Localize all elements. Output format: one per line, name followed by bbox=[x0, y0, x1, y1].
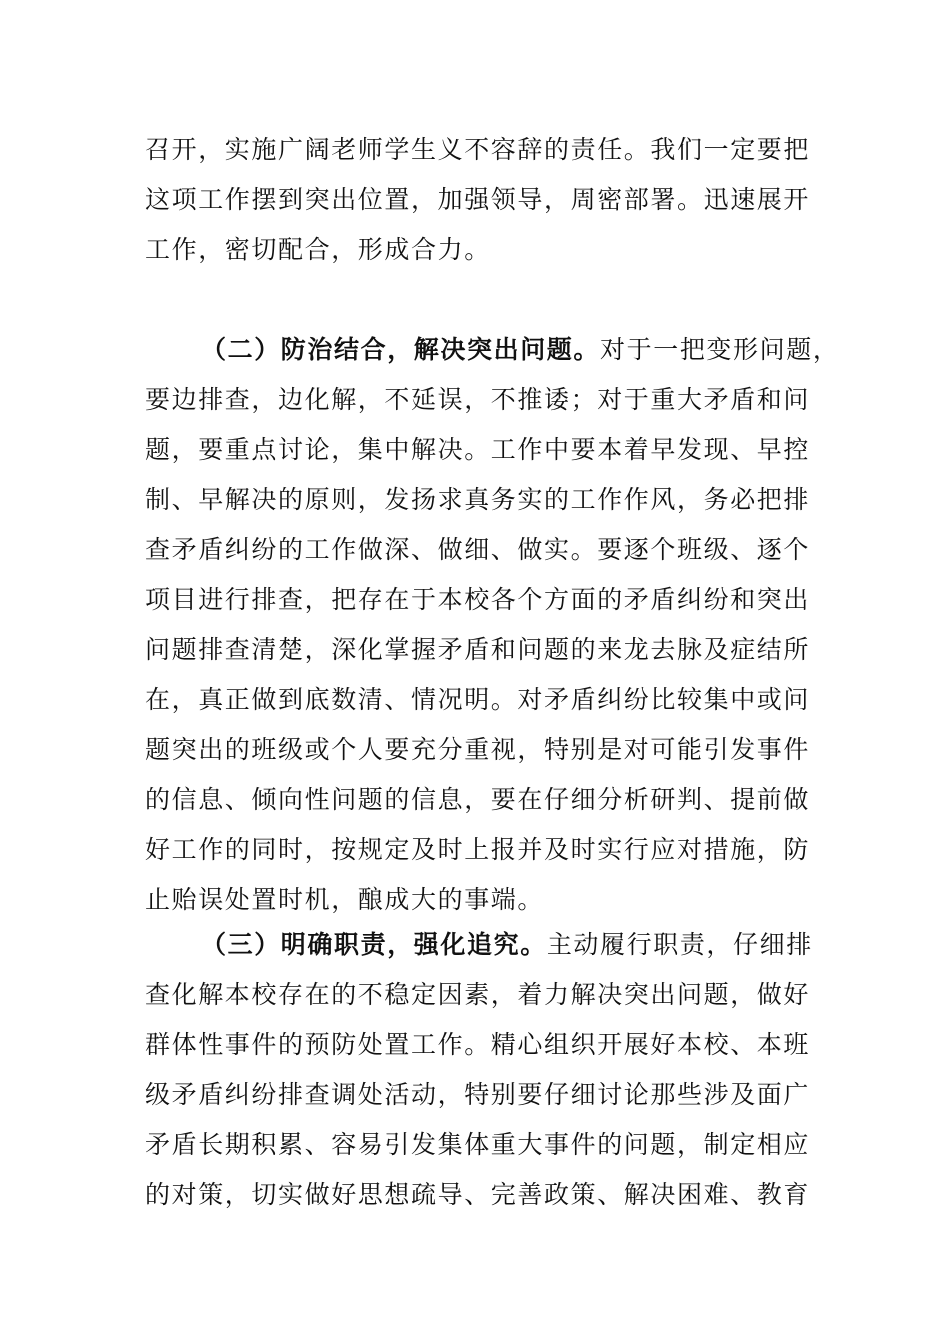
text-line: 工作，密切配合，形成合力。 bbox=[145, 235, 491, 264]
text-line: 在，真正做到底数清、情况明。对矛盾纠纷比较集中或问 bbox=[145, 685, 811, 714]
text-line: 止贻误处置时机，酿成大的事端。 bbox=[145, 885, 545, 914]
text-line-first bbox=[145, 325, 840, 375]
text-line: 要边排查，边化解，不延误，不推诿；对于重大矛盾和问 bbox=[145, 385, 811, 414]
paragraph-section-2 bbox=[145, 325, 840, 925]
text-line: 制、早解决的原则，发扬求真务实的工作作风，务必把排 bbox=[145, 485, 811, 514]
section-heading-2: （二）防治结合，解决突出问题。 bbox=[201, 335, 601, 364]
text-line: 召开，实施广阔老师学生义不容辞的责任。我们一定要把 bbox=[145, 135, 811, 164]
text-line: 的信息、倾向性问题的信息，要在仔细分析研判、提前做 bbox=[145, 785, 811, 814]
text-line: 问题排查清楚，深化掌握矛盾和问题的来龙去脉及症结所 bbox=[145, 635, 811, 664]
text-line: 题，要重点讨论，集中解决。工作中要本着早发现、早控 bbox=[145, 435, 811, 464]
text-line: 这项工作摆到突出位置，加强领导，周密部署。迅速展开 bbox=[145, 185, 811, 214]
text-run: 对于一把变形问题， bbox=[600, 335, 840, 364]
text-line: 项目进行排查，把存在于本校各个方面的矛盾纠纷和突出 bbox=[145, 585, 811, 614]
text-line: 的对策，切实做好思想疏导、完善政策、解决困难、教育 bbox=[145, 1180, 811, 1209]
text-line: 查矛盾纠纷的工作做深、做细、做实。要逐个班级、逐个 bbox=[145, 535, 811, 564]
text-line-first bbox=[145, 920, 813, 970]
text-run: 主动履行职责，仔细排 bbox=[546, 930, 813, 959]
section-heading-3: （三）明确职责，强化追究。 bbox=[201, 930, 547, 959]
text-line: 级矛盾纠纷排查调处活动，特别要仔细讨论那些涉及面广 bbox=[145, 1080, 811, 1109]
paragraph-continuation bbox=[145, 125, 810, 275]
text-line: 查化解本校存在的不稳定因素，着力解决突出问题，做好 bbox=[145, 980, 811, 1009]
text-line: 群体性事件的预防处置工作。精心组织开展好本校、本班 bbox=[145, 1030, 811, 1059]
text-line: 好工作的同时，按规定及时上报并及时实行应对措施，防 bbox=[145, 835, 811, 864]
text-line: 题突出的班级或个人要充分重视，特别是对可能引发事件 bbox=[145, 735, 811, 764]
paragraph-section-3 bbox=[145, 920, 813, 1220]
text-line: 矛盾长期积累、容易引发集体重大事件的问题，制定相应 bbox=[145, 1130, 811, 1159]
